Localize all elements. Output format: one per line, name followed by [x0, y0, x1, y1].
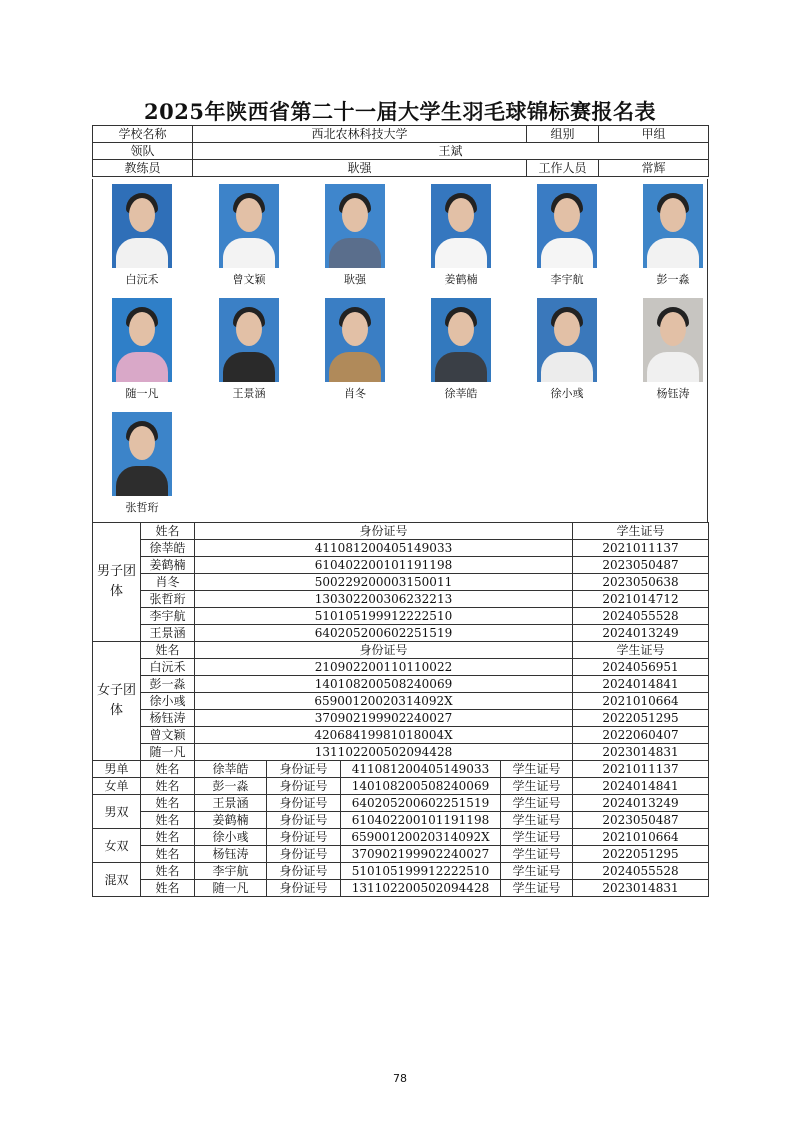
portrait-face: [129, 198, 155, 232]
student-id: 2021011137: [573, 540, 709, 557]
student-id: 2024014841: [573, 676, 709, 693]
column-header-student-id: 学生证号: [573, 642, 709, 659]
id-number: 130302200306232213: [195, 591, 573, 608]
id-number: 610402200101191198: [195, 557, 573, 574]
staff-value: 常辉: [599, 160, 709, 177]
player-name: 曾文颖: [141, 727, 195, 744]
student-id-label: 学生证号: [501, 880, 573, 897]
column-header-id: 身份证号: [195, 523, 573, 540]
student-id-label: 学生证号: [501, 812, 573, 829]
student-id: 2022051295: [573, 710, 709, 727]
name-label: 姓名: [141, 778, 195, 795]
portrait-image: [112, 412, 172, 496]
portrait-image: [643, 184, 703, 268]
event-category: 女双: [93, 829, 141, 863]
photo-caption: 耿强: [344, 273, 366, 286]
student-id: 2021011137: [573, 761, 709, 778]
portrait-body: [116, 352, 168, 382]
player-photo: [104, 184, 180, 287]
player-photo: [211, 298, 287, 401]
player-name: 姜鹤楠: [141, 557, 195, 574]
player-name: 随一凡: [195, 880, 267, 897]
player-name: 李宇航: [141, 608, 195, 625]
portrait-body: [435, 352, 487, 382]
column-header-name: 姓名: [141, 642, 195, 659]
player-photo: [317, 184, 393, 287]
student-id-label: 学生证号: [501, 761, 573, 778]
column-header-student-id: 学生证号: [573, 523, 709, 540]
table-row: [93, 812, 709, 829]
student-id-label: 学生证号: [501, 778, 573, 795]
player-photo: [635, 298, 711, 401]
student-id: 2021010664: [573, 829, 709, 846]
student-id: 2024055528: [573, 608, 709, 625]
portrait-face: [448, 198, 474, 232]
id-number: 411081200405149033: [341, 761, 501, 778]
coach-value: 耿强: [193, 160, 527, 177]
roster-table: [92, 522, 709, 897]
portrait-image: [112, 298, 172, 382]
id-number: 510105199912222510: [341, 863, 501, 880]
player-name: 杨钰涛: [141, 710, 195, 727]
portrait-body: [223, 352, 275, 382]
id-number: 42068419981018004X: [195, 727, 573, 744]
portrait-image: [643, 298, 703, 382]
table-row: [93, 846, 709, 863]
table-row: [93, 608, 709, 625]
photo-caption: 张哲珩: [125, 501, 159, 514]
portrait-image: [325, 298, 385, 382]
photo-caption: 肖冬: [344, 387, 366, 400]
photo-caption: 白沅禾: [125, 273, 159, 286]
leader-value: 王斌: [193, 143, 709, 160]
portrait-body: [116, 238, 168, 268]
id-number: 510105199912222510: [195, 608, 573, 625]
table-row: [93, 676, 709, 693]
portrait-image: [431, 298, 491, 382]
id-number: 370902199902240027: [341, 846, 501, 863]
portrait-body: [541, 238, 593, 268]
photo-caption: 彭一淼: [656, 273, 690, 286]
player-photo: [317, 298, 393, 401]
portrait-image: [537, 298, 597, 382]
player-photo: [635, 184, 711, 287]
portrait-face: [129, 312, 155, 346]
portrait-body: [647, 352, 699, 382]
id-label: 身份证号: [267, 829, 341, 846]
table-row: [93, 710, 709, 727]
portrait-body: [435, 238, 487, 268]
table-row: [93, 625, 709, 642]
portrait-face: [236, 312, 262, 346]
id-number: 640205200602251519: [341, 795, 501, 812]
photo-caption: 李宇航: [550, 273, 584, 286]
table-row: [93, 744, 709, 761]
student-id: 2021014712: [573, 591, 709, 608]
table-row: [93, 761, 709, 778]
player-name: 徐小彧: [195, 829, 267, 846]
id-label: 身份证号: [267, 761, 341, 778]
name-label: 姓名: [141, 829, 195, 846]
team-header-row: [93, 523, 709, 540]
id-label: 身份证号: [267, 863, 341, 880]
table-row: [93, 778, 709, 795]
photo-caption: 徐莘皓: [444, 387, 478, 400]
staff-label: 工作人员: [527, 160, 599, 177]
player-name: 徐莘皓: [195, 761, 267, 778]
student-id: 2023014831: [573, 880, 709, 897]
id-number: 210902200110110022: [195, 659, 573, 676]
table-row: [93, 880, 709, 897]
table-row: [93, 863, 709, 880]
name-label: 姓名: [141, 863, 195, 880]
portrait-image: [219, 298, 279, 382]
column-header-id: 身份证号: [195, 642, 573, 659]
portrait-body: [647, 238, 699, 268]
id-number: 411081200405149033: [195, 540, 573, 557]
header-table: [92, 125, 709, 177]
id-number: 500229200003150011: [195, 574, 573, 591]
student-id: 2023050487: [573, 557, 709, 574]
player-name: 随一凡: [141, 744, 195, 761]
form-title: 2025年陕西省第二十一届大学生羽毛球锦标赛报名表: [144, 99, 656, 124]
id-number: 370902199902240027: [195, 710, 573, 727]
player-name: 杨钰涛: [195, 846, 267, 863]
id-number: 131102200502094428: [195, 744, 573, 761]
portrait-image: [537, 184, 597, 268]
player-name: 彭一淼: [141, 676, 195, 693]
student-id: 2023050487: [573, 812, 709, 829]
group-label: 组别: [527, 126, 599, 143]
student-id: 2024055528: [573, 863, 709, 880]
table-row: [93, 659, 709, 676]
portrait-face: [129, 426, 155, 460]
column-header-name: 姓名: [141, 523, 195, 540]
name-label: 姓名: [141, 761, 195, 778]
id-number: 140108200508240069: [341, 778, 501, 795]
student-id: 2022051295: [573, 846, 709, 863]
player-name: 王景涵: [141, 625, 195, 642]
photo-grid: [92, 179, 708, 523]
player-name: 肖冬: [141, 574, 195, 591]
table-row: [93, 557, 709, 574]
portrait-face: [236, 198, 262, 232]
student-id-label: 学生证号: [501, 829, 573, 846]
photo-caption: 王景涵: [232, 387, 266, 400]
event-category: 混双: [93, 863, 141, 897]
portrait-face: [660, 198, 686, 232]
portrait-body: [329, 352, 381, 382]
id-label: 身份证号: [267, 795, 341, 812]
portrait-body: [116, 466, 168, 496]
event-category: 男单: [93, 761, 141, 778]
player-name: 白沅禾: [141, 659, 195, 676]
player-photo: [529, 184, 605, 287]
player-photo: [211, 184, 287, 287]
portrait-face: [342, 198, 368, 232]
player-name: 张哲珩: [141, 591, 195, 608]
id-number: 640205200602251519: [195, 625, 573, 642]
id-number: 140108200508240069: [195, 676, 573, 693]
id-number: 131102200502094428: [341, 880, 501, 897]
table-row: [93, 591, 709, 608]
event-category: 女单: [93, 778, 141, 795]
player-name: 徐莘皓: [141, 540, 195, 557]
student-id: 2024056951: [573, 659, 709, 676]
student-id: 2024014841: [573, 778, 709, 795]
player-photo: [423, 184, 499, 287]
student-id: 2024013249: [573, 795, 709, 812]
photo-caption: 随一凡: [125, 387, 159, 400]
portrait-image: [219, 184, 279, 268]
school-label: 学校名称: [93, 126, 193, 143]
portrait-image: [112, 184, 172, 268]
coach-label: 教练员: [93, 160, 193, 177]
player-name: 彭一淼: [195, 778, 267, 795]
portrait-face: [554, 198, 580, 232]
school-value: 西北农林科技大学: [193, 126, 527, 143]
name-label: 姓名: [141, 812, 195, 829]
event-category: 男双: [93, 795, 141, 829]
table-row: [93, 574, 709, 591]
table-row: [93, 829, 709, 846]
player-name: 姜鹤楠: [195, 812, 267, 829]
portrait-face: [554, 312, 580, 346]
player-photo: [423, 298, 499, 401]
id-label: 身份证号: [267, 812, 341, 829]
id-label: 身份证号: [267, 846, 341, 863]
id-label: 身份证号: [267, 778, 341, 795]
portrait-face: [448, 312, 474, 346]
id-number: 65900120020314092X: [341, 829, 501, 846]
portrait-body: [223, 238, 275, 268]
table-row: [93, 727, 709, 744]
student-id-label: 学生证号: [501, 795, 573, 812]
student-id-label: 学生证号: [501, 863, 573, 880]
portrait-face: [660, 312, 686, 346]
leader-label: 领队: [93, 143, 193, 160]
table-row: [93, 693, 709, 710]
player-photo: [104, 412, 180, 515]
id-label: 身份证号: [267, 880, 341, 897]
portrait-image: [431, 184, 491, 268]
team-category: 女子团体: [93, 642, 141, 761]
table-row: [93, 540, 709, 557]
photo-caption: 杨钰涛: [656, 387, 690, 400]
name-label: 姓名: [141, 795, 195, 812]
player-name: 王景涵: [195, 795, 267, 812]
photo-caption: 曾文颖: [232, 273, 266, 286]
player-name: 李宇航: [195, 863, 267, 880]
student-id: 2023050638: [573, 574, 709, 591]
name-label: 姓名: [141, 880, 195, 897]
student-id: 2021010664: [573, 693, 709, 710]
team-category: 男子团体: [93, 523, 141, 642]
portrait-image: [325, 184, 385, 268]
id-number: 610402200101191198: [341, 812, 501, 829]
id-number: 65900120020314092X: [195, 693, 573, 710]
page-number: 78: [393, 1072, 407, 1085]
name-label: 姓名: [141, 846, 195, 863]
student-id: 2023014831: [573, 744, 709, 761]
player-photo: [104, 298, 180, 401]
player-photo: [529, 298, 605, 401]
portrait-face: [342, 312, 368, 346]
table-row: [93, 795, 709, 812]
photo-caption: 徐小彧: [550, 387, 584, 400]
portrait-body: [329, 238, 381, 268]
photo-caption: 姜鹤楠: [444, 273, 478, 286]
student-id-label: 学生证号: [501, 846, 573, 863]
player-name: 徐小彧: [141, 693, 195, 710]
student-id: 2024013249: [573, 625, 709, 642]
student-id: 2022060407: [573, 727, 709, 744]
portrait-body: [541, 352, 593, 382]
team-header-row: [93, 642, 709, 659]
group-value: 甲组: [599, 126, 709, 143]
